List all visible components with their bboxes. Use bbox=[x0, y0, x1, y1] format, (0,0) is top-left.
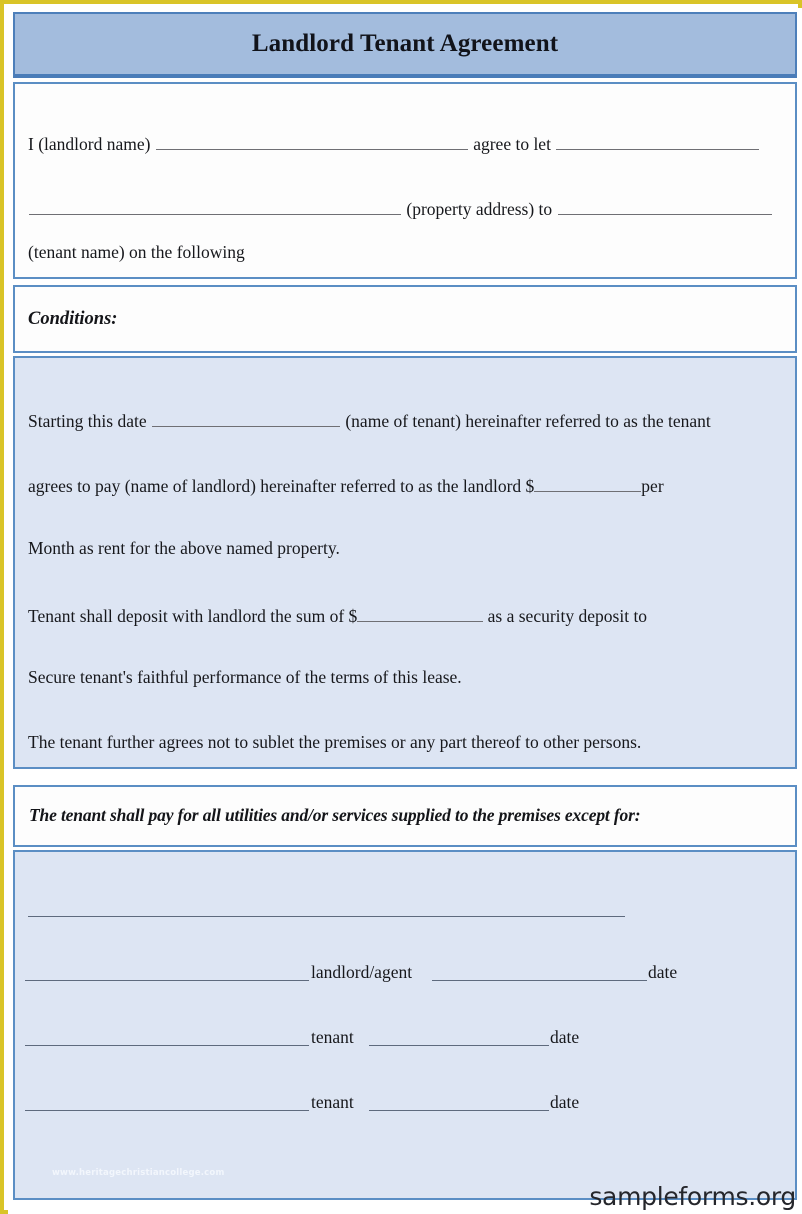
rent-period-label: Month as rent for the above named property. bbox=[28, 538, 340, 558]
tenant-reference-label: (name of tenant) hereinafter referred to as the tenant bbox=[345, 410, 711, 431]
signature-section bbox=[13, 850, 797, 1200]
property-address-blank[interactable] bbox=[29, 196, 401, 215]
landlord-name-blank[interactable] bbox=[156, 131, 468, 150]
landlord-date-label: date bbox=[648, 962, 678, 982]
tenant2-signature-blank[interactable] bbox=[25, 1110, 309, 1111]
tenant1-date-label: date bbox=[550, 1027, 580, 1047]
conditions-paragraph-3 bbox=[28, 538, 340, 558]
sampleforms-brand: sampleforms.org bbox=[589, 1182, 796, 1211]
tenant1-label: tenant bbox=[311, 1027, 354, 1047]
document-header-bar bbox=[13, 12, 797, 78]
no-sublet-label: The tenant further agrees not to sublet the premises or any part thereof to other persons. bbox=[28, 732, 642, 752]
property-address-label: (property address) to bbox=[406, 198, 553, 219]
tenant2-date-blank[interactable] bbox=[369, 1110, 549, 1111]
intro-section bbox=[13, 82, 797, 279]
landlord-name-label: I (landlord name) bbox=[28, 133, 151, 154]
intro-line-3 bbox=[28, 242, 245, 262]
utilities-heading: The tenant shall pay for all utilities and/or services supplied to the premises except for: bbox=[29, 805, 641, 825]
tenant2-label: tenant bbox=[311, 1092, 354, 1112]
conditions-paragraph-1 bbox=[28, 408, 711, 431]
agree-to-let-label: agree to let bbox=[473, 133, 551, 154]
landlord-agent-label: landlord/agent bbox=[311, 962, 413, 982]
landlord-date-blank[interactable] bbox=[432, 980, 647, 981]
conditions-paragraph-6 bbox=[28, 732, 641, 752]
page-title: Landlord Tenant Agreement bbox=[251, 30, 559, 57]
starting-date-blank[interactable] bbox=[152, 408, 340, 427]
intro-content bbox=[15, 84, 795, 277]
conditions-paragraph-5 bbox=[28, 667, 462, 687]
site-watermark: www.heritagechristiancollege.com bbox=[52, 1168, 225, 1178]
conditions-paragraph-2 bbox=[28, 473, 664, 496]
tenant1-date-blank[interactable] bbox=[369, 1045, 549, 1046]
utilities-heading-section bbox=[13, 785, 797, 847]
rent-amount-blank[interactable] bbox=[534, 473, 641, 492]
intro-line-2 bbox=[28, 196, 773, 219]
deposit-amount-blank[interactable] bbox=[357, 603, 483, 622]
page-inner bbox=[8, 8, 802, 1214]
tenant-name-label: (tenant name) on the following bbox=[28, 242, 245, 262]
property-blank-1[interactable] bbox=[556, 131, 759, 150]
agrees-to-pay-label: agrees to pay (name of landlord) hereinafter referred to as the landlord $ bbox=[28, 475, 535, 496]
faithful-performance-label: Secure tenant's faithful performance of the terms of this lease. bbox=[28, 667, 462, 687]
starting-date-label: Starting this date bbox=[28, 410, 147, 431]
per-label: per bbox=[641, 475, 664, 496]
conditions-paragraph-4 bbox=[28, 603, 647, 626]
utilities-exception-blank[interactable] bbox=[28, 916, 625, 917]
security-deposit-label: as a security deposit to bbox=[487, 605, 648, 626]
landlord-signature-blank[interactable] bbox=[25, 980, 309, 981]
deposit-sum-label: Tenant shall deposit with landlord the sum of $ bbox=[28, 605, 358, 626]
tenant1-signature-blank[interactable] bbox=[25, 1045, 309, 1046]
tenant2-date-label: date bbox=[550, 1092, 580, 1112]
conditions-heading: Conditions: bbox=[28, 309, 118, 329]
conditions-body-section bbox=[13, 356, 797, 769]
conditions-heading-section bbox=[13, 285, 797, 353]
tenant-name-blank[interactable] bbox=[558, 196, 772, 215]
intro-line-1 bbox=[28, 131, 760, 154]
